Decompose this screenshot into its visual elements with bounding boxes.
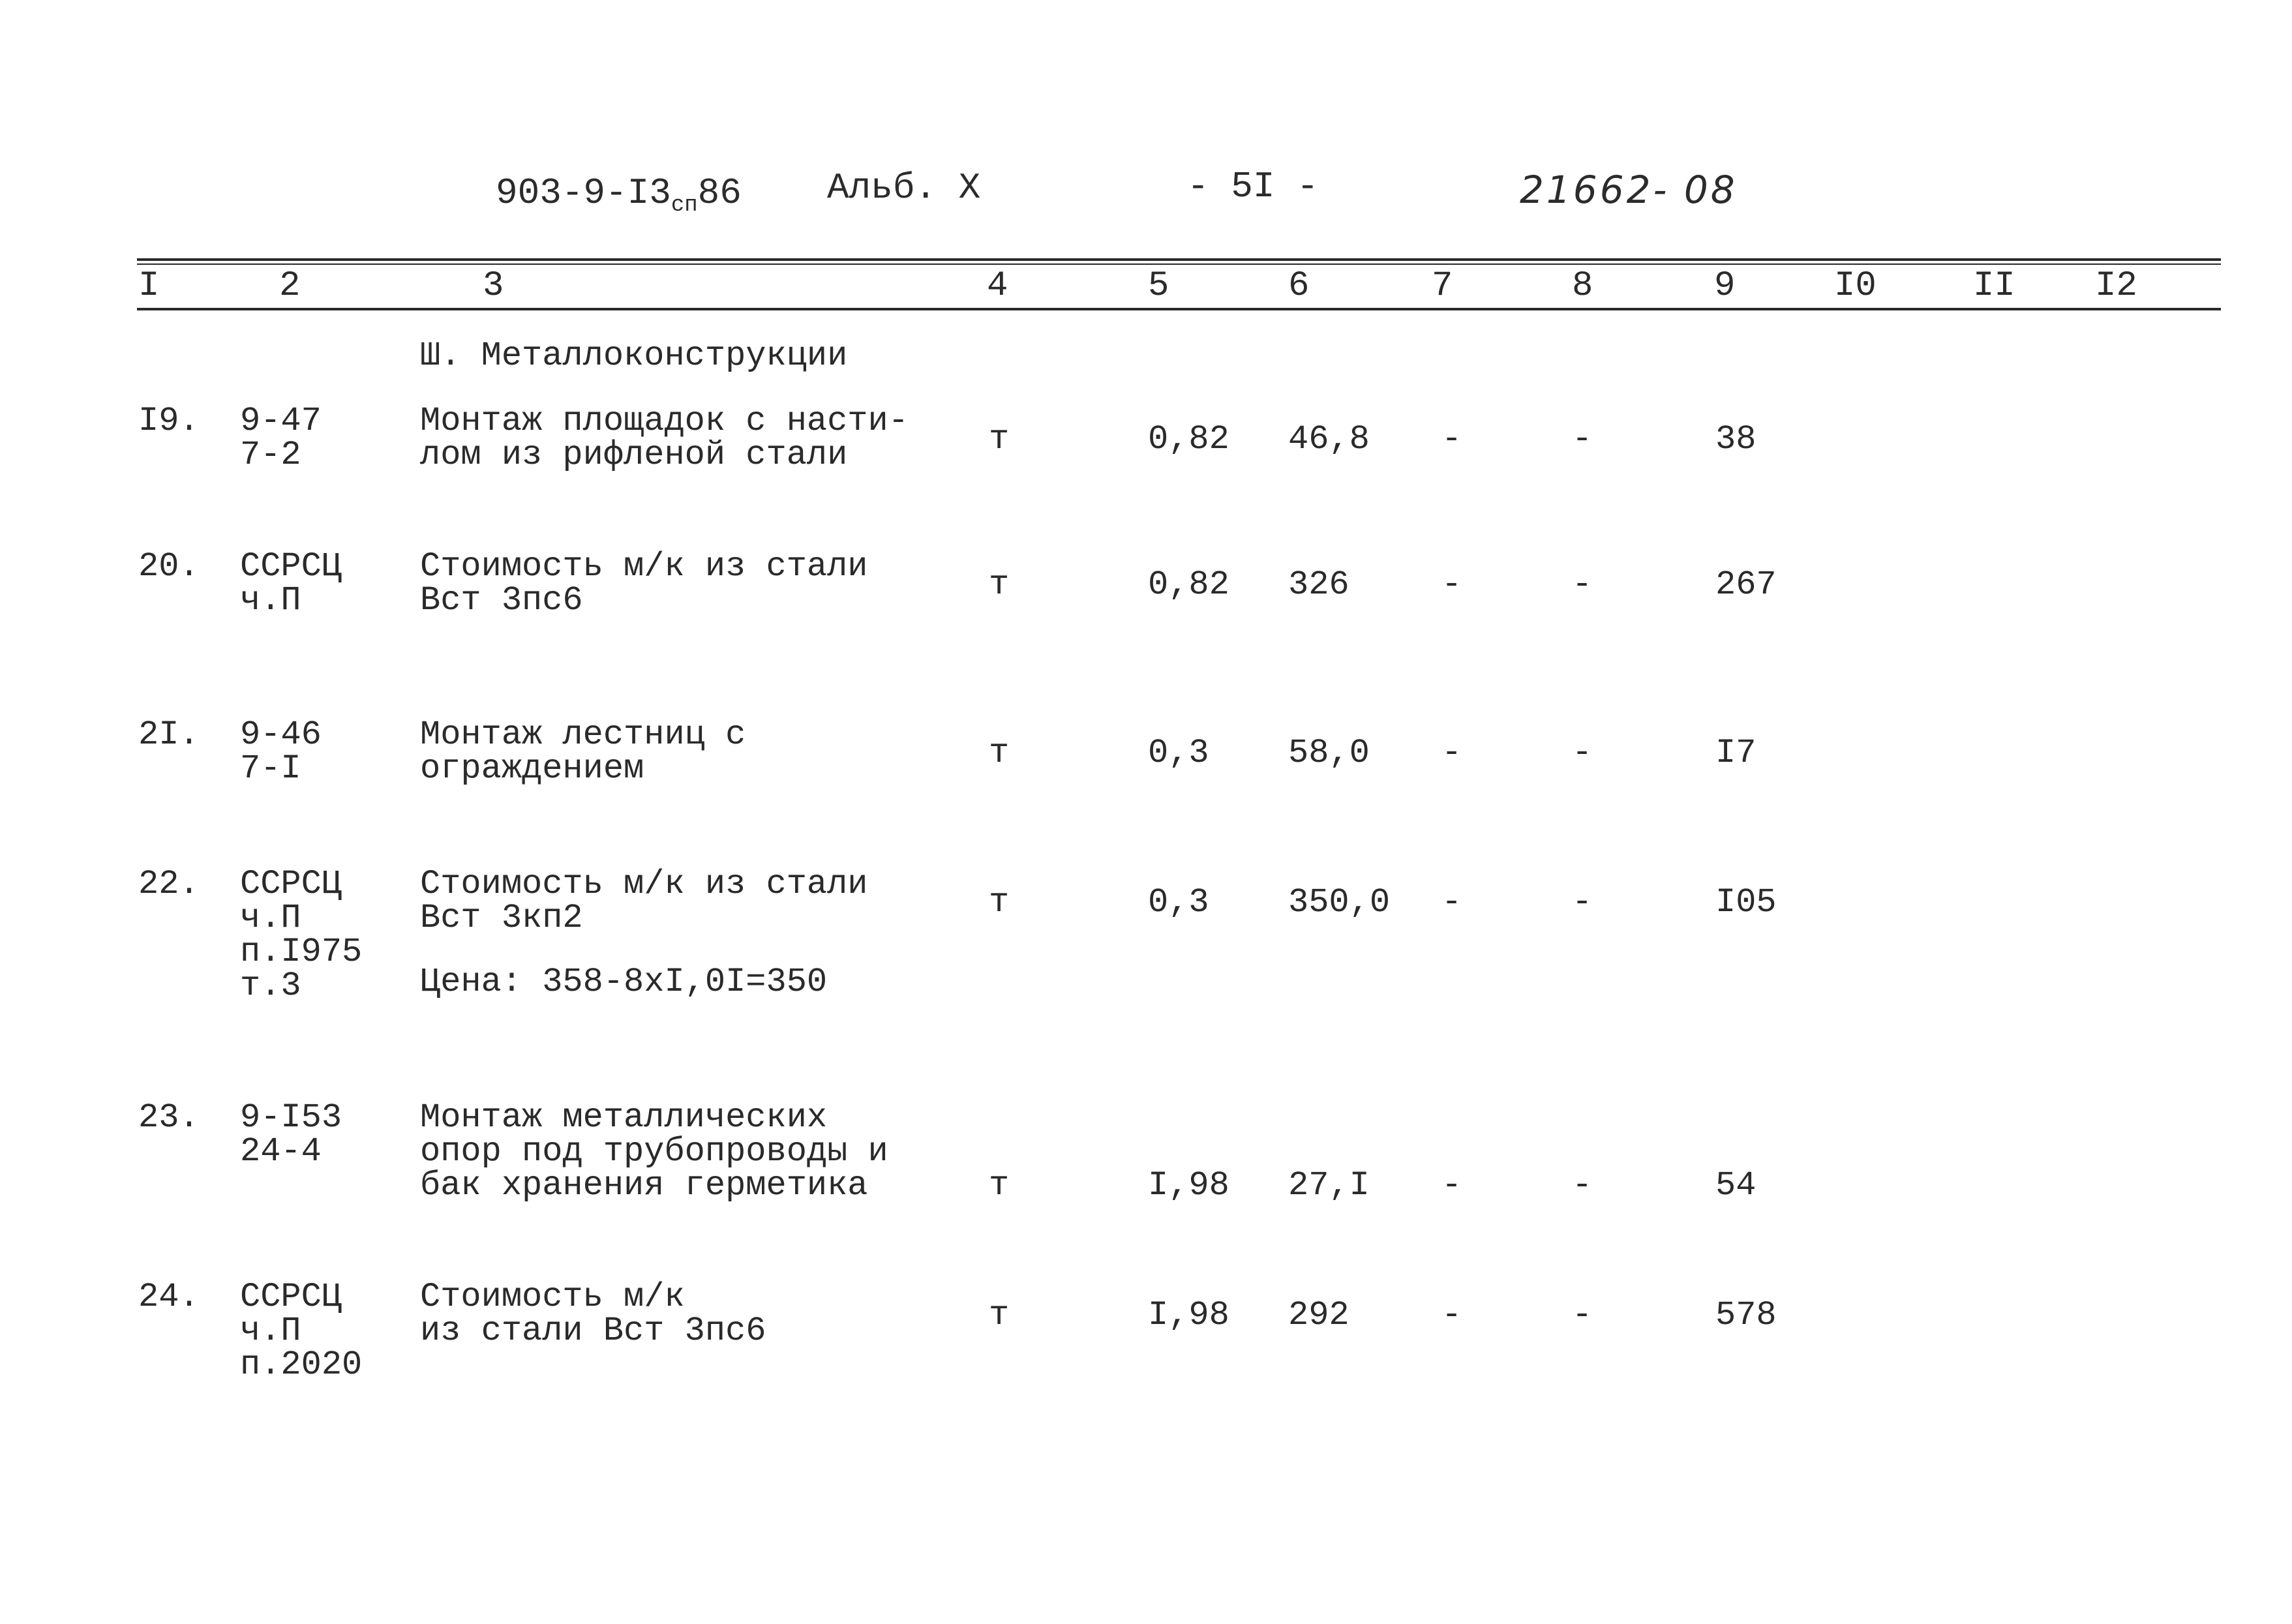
row-number: 22. <box>138 865 200 903</box>
row-unit-price: 46,8 <box>1288 420 1370 459</box>
row-code-line: ч.П <box>240 899 301 937</box>
row-col8: - <box>1572 734 1593 772</box>
row-unit: т <box>989 1166 1010 1205</box>
row-col7: - <box>1441 734 1462 772</box>
top-rule <box>137 258 2221 261</box>
row-total: 54 <box>1715 1166 1757 1205</box>
row-code-line: т.3 <box>240 967 301 1005</box>
row-total: 267 <box>1715 565 1777 604</box>
row-code-line: ч.П <box>240 581 301 620</box>
column-number-3: 3 <box>483 266 504 306</box>
row-description-line: Вст 3пс6 <box>420 581 583 620</box>
row-description-line: опор под трубопроводы и <box>420 1132 888 1171</box>
row-quantity: 0,82 <box>1148 420 1229 459</box>
row-col8: - <box>1572 420 1593 459</box>
row-col7: - <box>1441 883 1462 922</box>
row-total: I7 <box>1715 734 1757 772</box>
column-number-4: 4 <box>987 266 1008 306</box>
column-number-6: 6 <box>1288 266 1310 306</box>
row-description-line: Монтаж металлических <box>420 1098 828 1137</box>
row-description-line: Вст 3кп2 <box>420 899 583 937</box>
column-number-9: 9 <box>1714 266 1736 306</box>
row-quantity: 0,3 <box>1148 734 1209 772</box>
row-total: I05 <box>1715 883 1777 922</box>
row-code-line: ССРСЦ <box>240 1278 342 1316</box>
row-number: 2I. <box>138 715 200 754</box>
page-number: - 5I - <box>1187 166 1319 207</box>
row-description-line: Стоимость м/к из стали <box>420 547 868 586</box>
column-number-2: 2 <box>279 266 301 306</box>
row-col8: - <box>1572 1296 1593 1334</box>
album-label: Альб. X <box>827 167 981 209</box>
column-number-12: I2 <box>2095 266 2137 306</box>
doc-code <box>496 172 742 218</box>
row-number: 24. <box>138 1278 200 1316</box>
row-col8: - <box>1572 1166 1593 1205</box>
row-description-line: бак хранения герметика <box>420 1166 868 1205</box>
row-code-line: ССРСЦ <box>240 547 342 586</box>
row-price-note: Цена: 358-8хI,0I=350 <box>420 963 828 1001</box>
row-code-line: ч.П <box>240 1312 301 1350</box>
column-number-7: 7 <box>1432 266 1453 306</box>
doc-code-year: 86 <box>697 172 742 214</box>
row-code-line: ССРСЦ <box>240 865 342 903</box>
doc-code-sub: сп <box>671 193 698 218</box>
row-unit-price: 350,0 <box>1288 883 1391 922</box>
section-title: Ш. Металлоконструкции <box>420 337 848 375</box>
row-code-line: 9-I53 <box>240 1098 342 1137</box>
row-code-line: п.2020 <box>240 1346 363 1384</box>
row-unit-price: 326 <box>1288 565 1350 604</box>
row-description-line: лом из рифленой стали <box>420 436 848 474</box>
row-col7: - <box>1441 565 1462 604</box>
row-description-line: Монтаж лестниц с <box>420 715 746 754</box>
column-number-10: I0 <box>1834 266 1877 306</box>
column-number-5: 5 <box>1148 266 1169 306</box>
row-col7: - <box>1441 1166 1462 1205</box>
handwritten-number: 21662- 08 <box>1520 168 1738 212</box>
row-col7: - <box>1441 420 1462 459</box>
column-number-11: II <box>1973 266 2015 306</box>
row-quantity: I,98 <box>1148 1166 1229 1205</box>
row-code-line: 9-46 <box>240 715 322 754</box>
row-unit: т <box>989 1296 1010 1334</box>
row-unit-price: 58,0 <box>1288 734 1370 772</box>
row-unit-price: 27,I <box>1288 1166 1370 1205</box>
row-description-line: из стали Вст 3пс6 <box>420 1312 766 1350</box>
row-unit: т <box>989 420 1010 459</box>
row-number: 20. <box>138 547 200 586</box>
row-code-line: п.I975 <box>240 933 363 971</box>
row-code-line: 7-2 <box>240 436 301 474</box>
row-unit: т <box>989 734 1010 772</box>
row-total: 38 <box>1715 420 1757 459</box>
row-col8: - <box>1572 565 1593 604</box>
row-code-line: 7-I <box>240 749 301 788</box>
row-code-line: 24-4 <box>240 1132 322 1171</box>
doc-code-main: 903-9-I3 <box>496 172 671 214</box>
row-total: 578 <box>1715 1296 1777 1334</box>
header-bottom-rule <box>137 308 2221 310</box>
row-code-line: 9-47 <box>240 402 322 440</box>
row-unit-price: 292 <box>1288 1296 1350 1334</box>
row-quantity: I,98 <box>1148 1296 1229 1334</box>
row-unit: т <box>989 565 1010 604</box>
column-number-1: I <box>138 266 160 306</box>
row-unit: т <box>989 883 1010 922</box>
row-description-line: Монтаж площадок с насти- <box>420 402 909 440</box>
column-number-8: 8 <box>1572 266 1593 306</box>
row-number: I9. <box>138 402 200 440</box>
row-quantity: 0,3 <box>1148 883 1209 922</box>
top-rule-thin <box>137 263 2221 265</box>
row-description-line: Стоимость м/к из стали <box>420 865 868 903</box>
row-description-line: ограждением <box>420 749 644 788</box>
row-number: 23. <box>138 1098 200 1137</box>
row-col8: - <box>1572 883 1593 922</box>
row-quantity: 0,82 <box>1148 565 1229 604</box>
row-description-line: Стоимость м/к <box>420 1278 685 1316</box>
row-col7: - <box>1441 1296 1462 1334</box>
